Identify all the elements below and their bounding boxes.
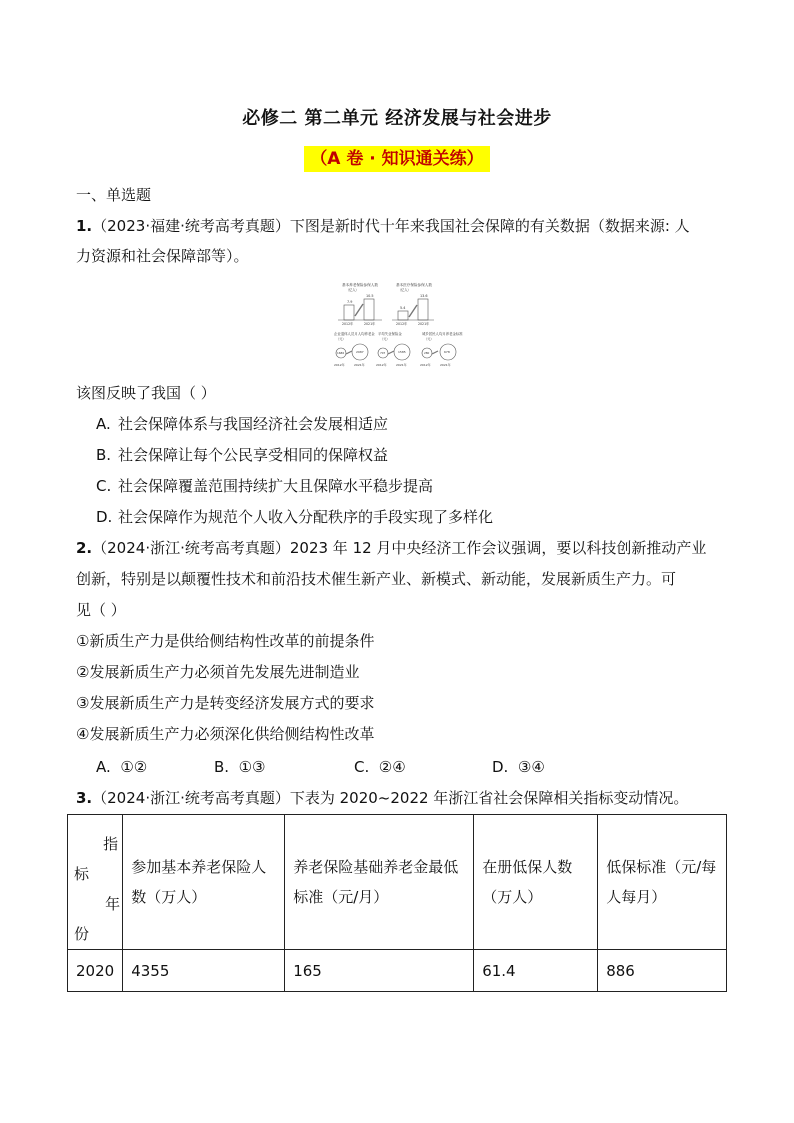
q2-choice-d-text: ③④ — [517, 758, 545, 776]
fig-panel3-title: 企业退休人员月人均养老金 — [334, 332, 375, 336]
corner-label-1: 指 — [103, 835, 119, 853]
q1-source: （2023·福建·统考高考真题） — [92, 217, 290, 235]
fig-panel1-v1: 7.9 — [347, 300, 353, 304]
fig-panel5-v2: 678 — [444, 350, 450, 354]
q1-option-a[interactable] — [96, 413, 388, 435]
q2-choice-a-letter: A. — [96, 758, 111, 776]
fig-panel5-year1: 2012年 — [420, 363, 431, 367]
q2-statement-2: ②发展新质生产力必须首先发展先进制造业 — [76, 663, 360, 681]
fig-panel2-bar1 — [398, 311, 408, 320]
table-header-row — [68, 815, 727, 950]
page-subtitle: （A 卷 · 知识通关练） — [304, 146, 489, 172]
table-header-cell: 在册低保人数（万人） — [474, 815, 598, 950]
fig-panel5-unit: （元） — [424, 337, 434, 341]
fig-panel1-year2: 2021年 — [364, 322, 376, 326]
q1-option-a-letter: A. — [96, 415, 111, 433]
fig-panel1-v2: 10.5 — [366, 294, 374, 298]
q2-choice-c-letter: C. — [354, 758, 370, 776]
fig-panel2-bar2 — [418, 299, 428, 320]
fig-panel4-year1: 2012年 — [376, 363, 387, 367]
q2-choice-c[interactable] — [354, 756, 406, 778]
table-header-cell: 低保标准（元/每人每月） — [598, 815, 727, 950]
q3-text-1: 下表为 2020~2022 年浙江省社会保障相关指标变动情况。 — [289, 789, 689, 807]
q2-number: 2. — [76, 539, 93, 557]
q2-line2: 创新，特别是以颠覆性技术和前沿技术催生新产业、新模式、新动能，发展新质生产力。可 — [76, 570, 677, 588]
fig-panel3-year2: 2021年 — [354, 363, 365, 367]
fig-panel1-unit: （亿人） — [346, 288, 359, 292]
q3-table — [67, 814, 727, 992]
table-cell: 61.4 — [474, 950, 598, 992]
table-cell: 886 — [598, 950, 727, 992]
q1-line1 — [76, 215, 690, 237]
q2-statement-3: ③发展新质生产力是转变经济发展方式的要求 — [76, 694, 375, 712]
corner-label-3: 年 — [105, 895, 121, 913]
q2-choice-b-letter: B. — [214, 758, 230, 776]
q2-choice-c-text: ②④ — [378, 758, 406, 776]
fig-panel5-v1: 280 — [424, 351, 430, 355]
fig-panel2-arrow — [409, 305, 417, 317]
table-corner-cell — [68, 815, 123, 950]
q1-stem: 该图反映了我国（ ） — [76, 384, 216, 402]
fig-panel3-v2: 2987 — [356, 350, 364, 354]
fig-panel1-year1: 2012年 — [342, 322, 354, 326]
fig-panel2-title: 基本医疗保险参保人数 — [396, 283, 432, 287]
table-header-cell: 养老保险基础养老金最低标准（元/月） — [285, 815, 474, 950]
q2-line3: 见（ ） — [76, 601, 126, 619]
q3-number: 3. — [76, 789, 93, 807]
corner-label-4: 份 — [74, 925, 90, 943]
fig-panel1-arrow — [355, 304, 363, 316]
q2-choice-b[interactable] — [214, 756, 266, 778]
q2-choice-a-text: ①② — [120, 758, 148, 776]
fig-panel5-title: 城乡居民人均月养老金标准 — [422, 332, 463, 336]
fig-panel4-v1: 707 — [380, 351, 386, 355]
q2-choice-b-text: ①③ — [238, 758, 266, 776]
q2-choice-d[interactable] — [492, 756, 545, 778]
fig-panel2-v1: 5.4 — [400, 306, 406, 310]
table-row — [68, 950, 727, 992]
q2-choice-d-letter: D. — [492, 758, 509, 776]
q1-option-d-text: 社会保障作为规范个人收入分配秩序的手段实现了多样化 — [118, 508, 494, 526]
fig-panel1-bar2 — [364, 299, 374, 320]
q2-statement-4: ④发展新质生产力必须深化供给侧结构性改革 — [76, 725, 375, 743]
table-year-cell: 2020 — [68, 950, 123, 992]
fig-panel2-v2: 13.6 — [420, 294, 428, 298]
q1-option-d[interactable] — [96, 506, 493, 528]
subtitle-container — [0, 146, 794, 172]
q2-line1 — [76, 537, 706, 559]
fig-panel4-unit: （元） — [380, 337, 390, 341]
q1-number: 1. — [76, 217, 93, 235]
q1-option-a-text: 社会保障体系与我国经济社会发展相适应 — [118, 415, 389, 433]
q1-option-b-text: 社会保障让每个公民享受相同的保障权益 — [118, 446, 389, 464]
fig-panel3-v1: 1686 — [337, 351, 345, 355]
q1-figure — [334, 280, 474, 372]
q1-option-c-letter: C. — [96, 477, 112, 495]
fig-panel5-arrow — [432, 351, 438, 354]
page-title: 必修二 第二单元 经济发展与社会进步 — [242, 108, 552, 129]
q1-option-c-text: 社会保障覆盖范围持续扩大且保障水平稳步提高 — [118, 477, 434, 495]
fig-panel3-arrow — [346, 351, 352, 354]
fig-panel1-bar1 — [344, 305, 354, 320]
fig-panel2-year1: 2012年 — [396, 322, 408, 326]
q2-statement-1: ①新质生产力是供给侧结构性改革的前提条件 — [76, 632, 375, 650]
fig-panel4-v2: 1585 — [398, 350, 406, 354]
fig-panel5-year2: 2021年 — [440, 363, 451, 367]
table-cell: 4355 — [123, 950, 285, 992]
fig-panel1-title: 基本养老保险参保人数 — [342, 283, 378, 287]
fig-panel3-unit: （元） — [336, 337, 346, 341]
fig-panel4-year2: 2021年 — [396, 363, 407, 367]
q1-option-b[interactable] — [96, 444, 388, 466]
q1-option-c[interactable] — [96, 475, 433, 497]
corner-label-2: 标 — [74, 865, 90, 883]
q2-source: （2024·浙江·统考高考真题） — [92, 539, 290, 557]
q2-text-1: 2023 年 12 月中央经济工作会议强调，要以科技创新推动产业 — [289, 539, 707, 557]
q3-source: （2024·浙江·统考高考真题） — [92, 789, 290, 807]
social-security-figure — [334, 280, 474, 372]
q2-choice-a[interactable] — [96, 756, 147, 778]
fig-panel4-arrow — [388, 351, 394, 354]
q3-line1 — [76, 787, 688, 809]
fig-panel2-year2: 2021年 — [418, 322, 430, 326]
q1-option-b-letter: B. — [96, 446, 112, 464]
fig-panel4-title: 平均失业保险金 — [378, 332, 402, 336]
q1-line2: 力资源和社会保障部等）。 — [76, 247, 249, 265]
table-header-cell: 参加基本养老保险人数（万人） — [123, 815, 285, 950]
q1-text-1: 下图是新时代十年来我国社会保障的有关数据（数据来源: 人 — [289, 217, 690, 235]
q1-option-d-letter: D. — [96, 508, 113, 526]
table-cell: 165 — [285, 950, 474, 992]
section-heading: 一、单选题 — [76, 186, 152, 204]
fig-panel3-year1: 2012年 — [334, 363, 345, 367]
fig-panel2-unit: （亿人） — [398, 288, 411, 292]
